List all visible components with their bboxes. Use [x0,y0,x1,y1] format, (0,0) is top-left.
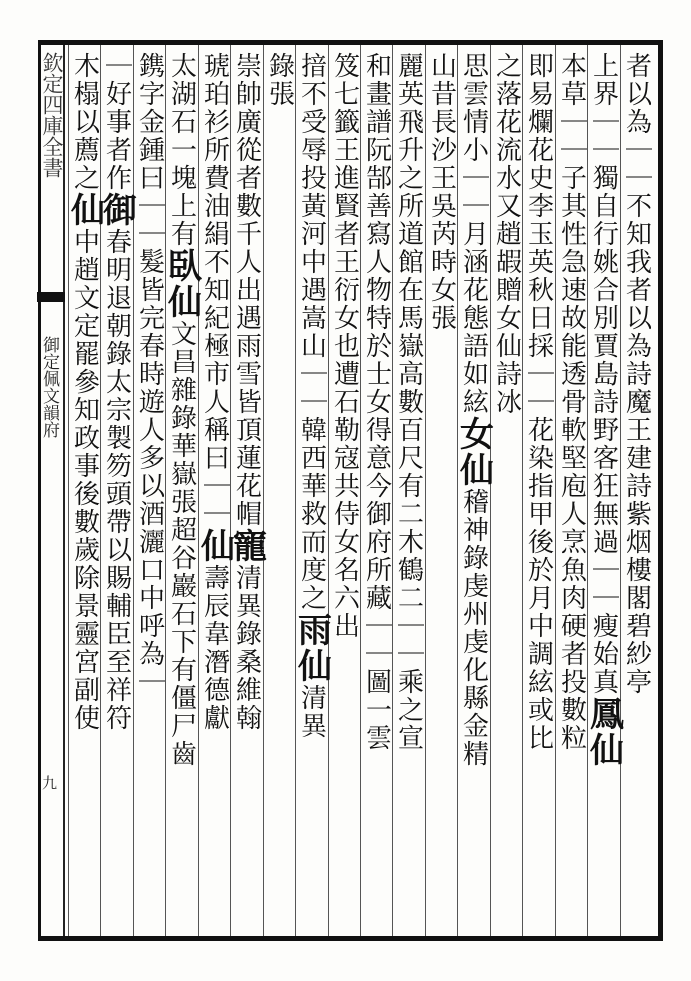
column-text-run: 揞不受辱投黃河中遇嵩山｜｜韓西華救而度之 [296,52,327,612]
entry-heading: 寵 [226,528,267,564]
column-text-run: ｜好事者作 [101,52,132,192]
column-text-run: 琥珀衫所費油絹不知紀極市人稱曰｜｜ [199,52,230,528]
column-text-run: 本草｜｜子其性急速故能透骨軟堅庖人烹魚肉硬者投數粒 [556,52,587,752]
column-text-run: 麗英飛升之所道館在馬嶽高數百尺有二木鶴二｜｜乘之宣 [393,52,424,752]
text-column [135,52,164,932]
column-text-run: 者以為 [621,52,652,136]
column-text-run: 即易爛花史李玉英秋日採｜｜花染指甲後於月中調絃或比 [523,52,554,752]
frame-top-border [38,40,662,45]
column-text-run: 中趙文定罷參知政事後數歲除景靈宮副使 [69,228,100,732]
column-text-run: 錄張 [264,52,295,108]
entry-heading: 鳳仙 [583,696,624,768]
page-number: 九 [42,774,58,792]
column-text-run: 和畫譜阮郜善寫人物特於士女得意今御府所藏｜｜圖一雲 [361,52,392,752]
column-text-run: 崇帥廣從者數千人出遇雨雪皆頂蓮花帽 [231,52,262,528]
column-text-run: 笈七籤王進賢者王衍女也遭石勒寇共侍女名六出 [329,52,360,640]
text-column [557,52,586,932]
column-text-run: 清異錄桑維翰 [231,564,262,732]
column-text-run: 鎸字金鍾曰｜｜ [134,52,165,248]
series-title: 欽定四庫全書 [40,52,64,178]
entry-heading: 仙 [64,192,105,228]
column-text-run: 文昌雜錄華嶽張超谷巖石下有僵尸齒 [166,320,197,768]
column-text-run: 稽神錄虔州虔化縣金精 [458,488,489,768]
text-column [427,52,456,932]
book-title: 御定佩文韻府 [39,336,59,438]
text-column [492,52,521,932]
column-text-run: 清異 [296,684,327,740]
text-column [330,52,359,932]
column-text-run: 山昔長沙王吳芮時女張 [426,52,457,332]
text-column [64,52,105,932]
column-text-run: 太湖石一塊上有 [166,52,197,248]
column-text-run: 不知我者以為詩魔王建詩紫烟樓閣碧紗亭 [621,192,652,696]
column-text-run: 上界｜｜獨自行姚合別賈島詩野客狂無過｜｜瘦始真 [588,52,619,696]
column-text-run: 之落花流水又趙嘏贈女仙詩冰 [491,52,522,416]
column-text-run: 思雲情小｜｜月涵花態語如絃 [458,52,489,416]
column-text-run: ｜｜ [621,136,652,192]
text-column [265,52,294,932]
frame-right-border [658,40,663,941]
entry-heading: 御 [96,192,137,228]
entry-heading: 女仙 [453,416,494,488]
entry-heading: 臥仙 [161,248,202,320]
frame-bottom-border [38,936,662,941]
column-text-run: 木榻以薦之 [69,52,100,192]
column-text-run: 壽辰韋潛德獻 [199,564,230,732]
text-column [622,52,651,932]
column-text-run: 髮皆完春時遊人多以酒灑口中呼為｜ [134,248,165,696]
column-text-run: 春明退朝錄太宗製笏頭帶以賜輔臣至祥符 [101,228,132,732]
entry-heading: 仙 [194,528,235,564]
fish-tail-mark [37,292,65,302]
text-column [291,52,332,932]
text-column [194,52,235,932]
entry-heading: 雨仙 [291,612,332,684]
